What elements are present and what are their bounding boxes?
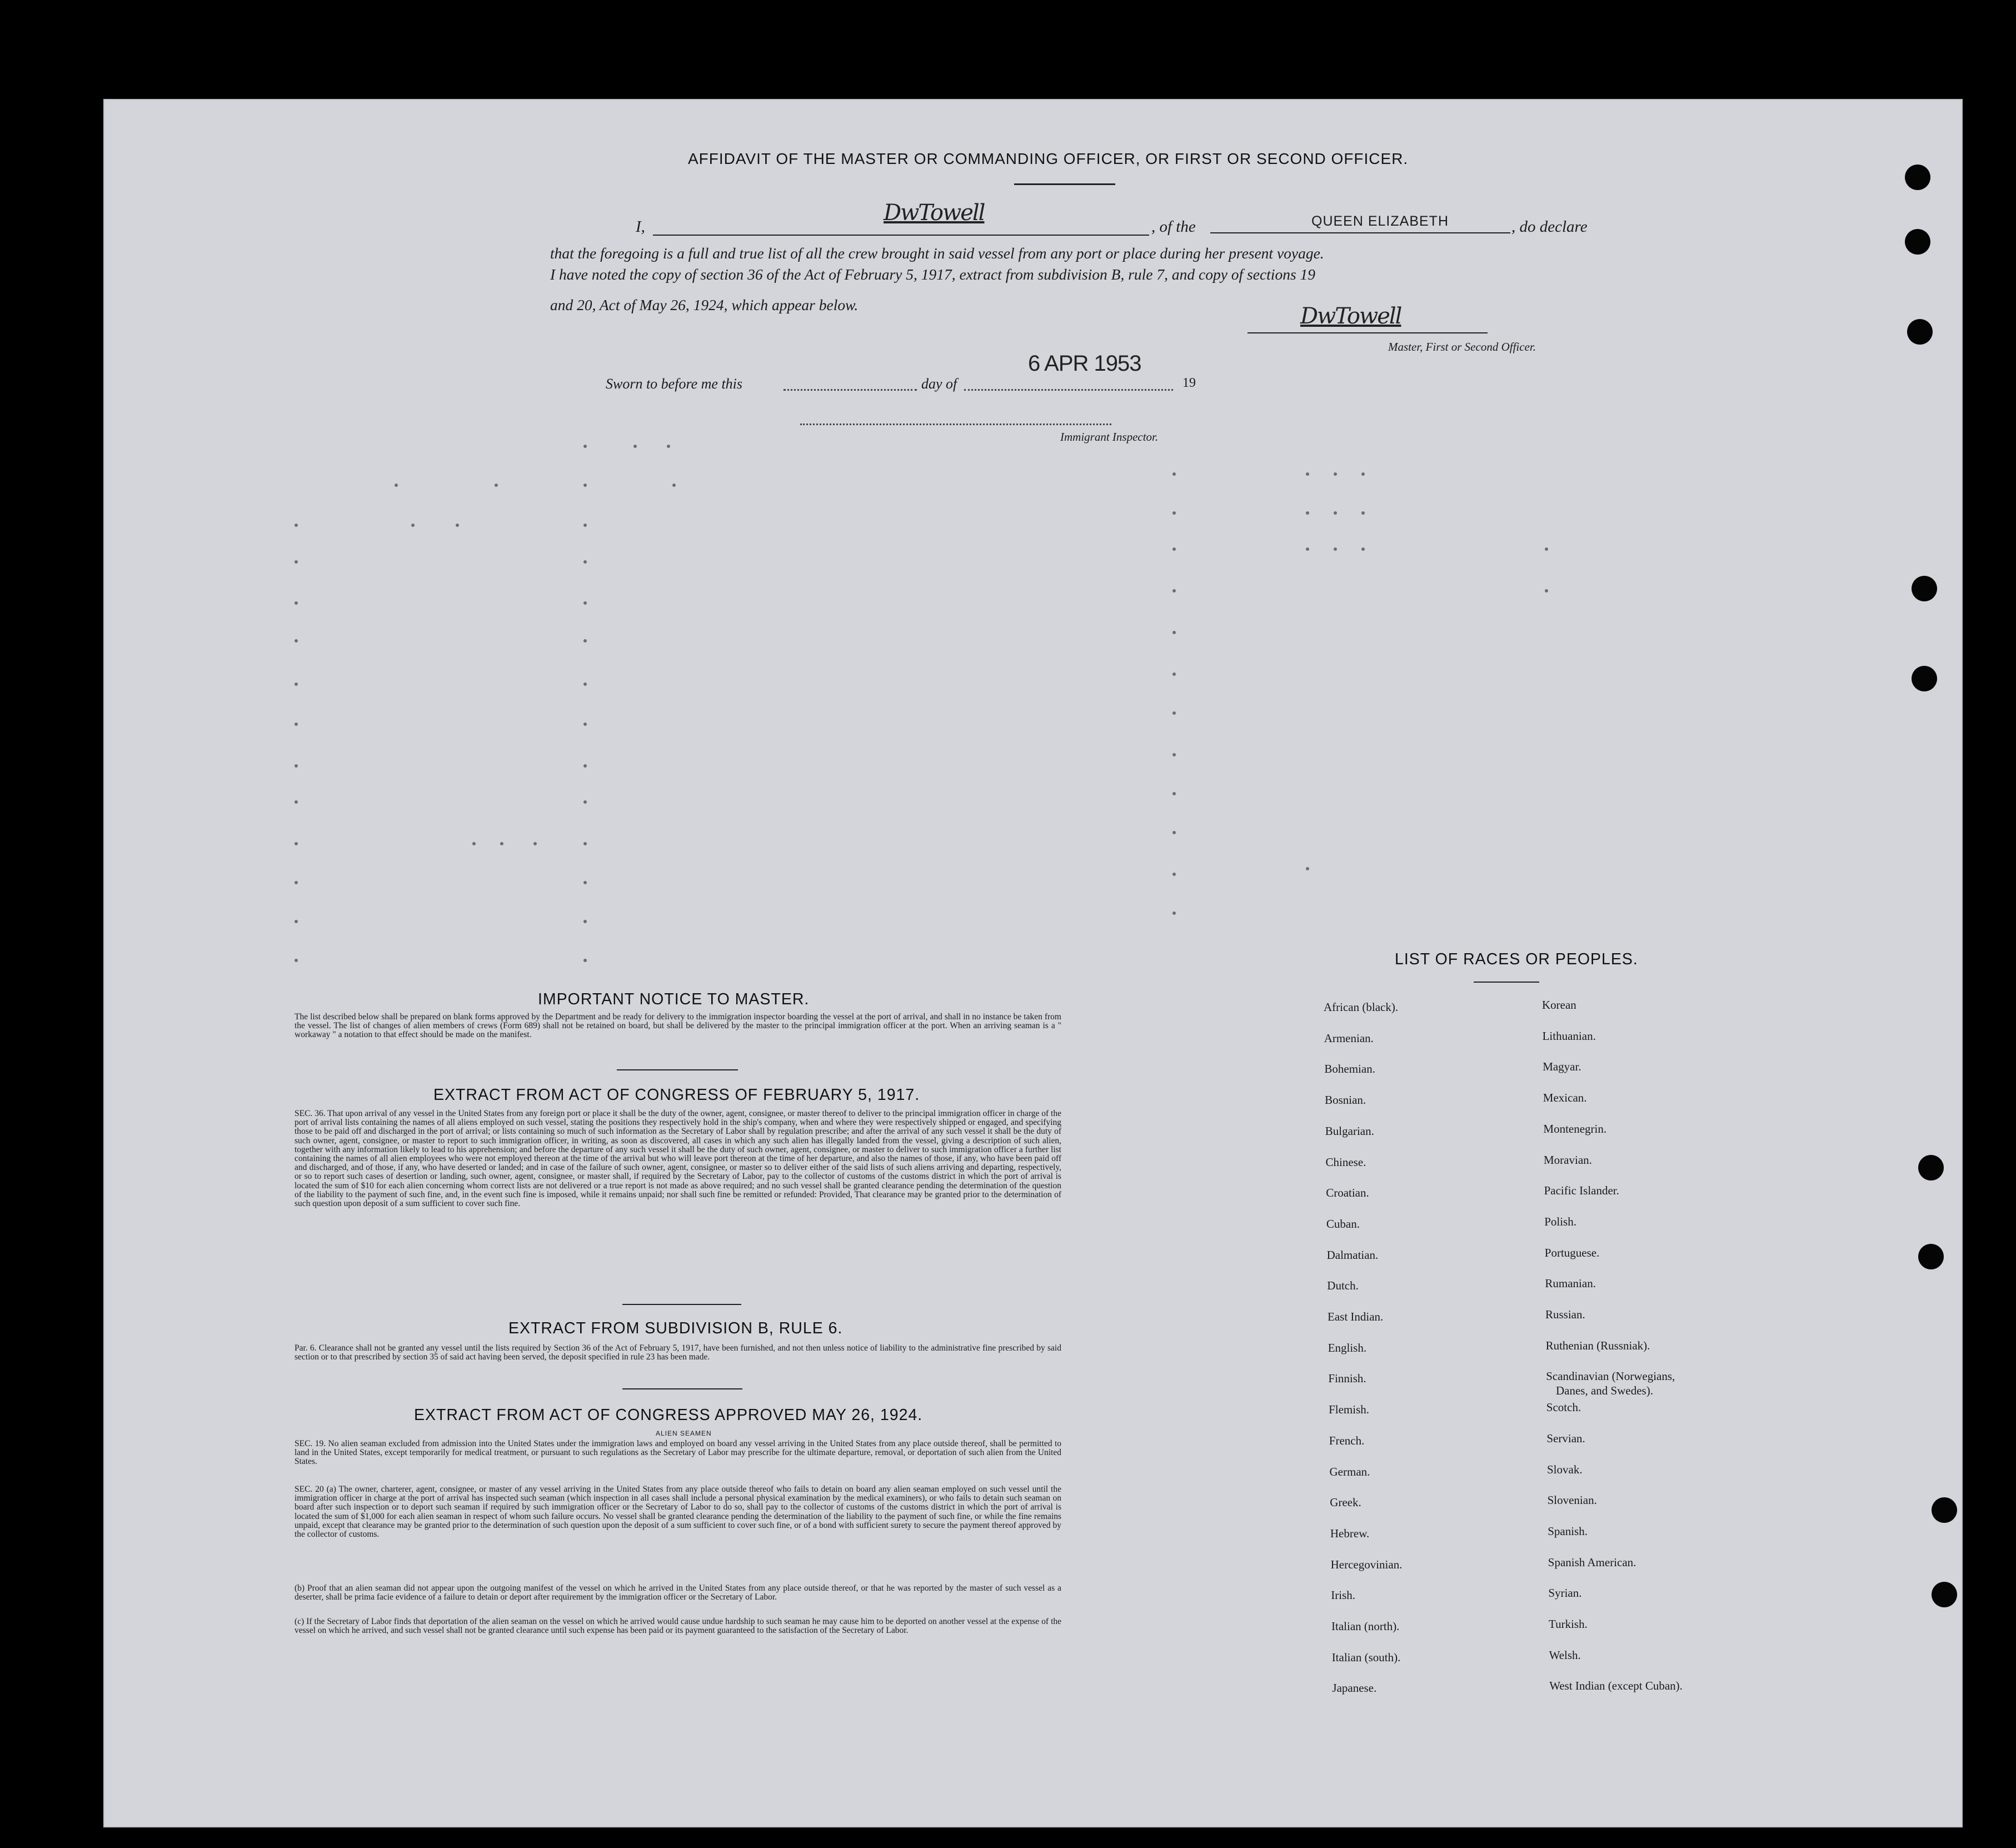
race-item: Greek.	[1330, 1496, 1361, 1510]
punch-hole	[1905, 229, 1930, 255]
extract-1924-sec20a: SEC. 20 (a) The owner, charterer, agent, consignee, or master of any vessel arriving in the United States from any place outside thereof who fails to detain on board any alien seaman employed on such vessel until the immigration officer in charge at the port of arrival has inspected such seaman (which inspection in all cases shall include a personal physical examination by the medical examiners), or who fails to detain such seaman on board after such inspection or to deport such seaman if required by such immigration officer or the Secretary of Labor to do so, shall pay to the collector of customs of the customs district in which the port of arrival is located the sum of $1,000 for each alien seaman in respect of whom such failure occurs. No vessel shall be granted clearance pending the determination of the liability to the payment of such fine, or while the fine remains unpaid, except that clearance may be granted prior to the determination of such question upon the deposit of a sum sufficient to cover such fine, or of a bond with sufficient surety to secure the payment thereof approved by the collector of customs.	[295, 1485, 1061, 1540]
bleed-dot	[1361, 472, 1365, 476]
sworn-label: Sworn to before me this	[606, 376, 743, 392]
extract-1917-title: EXTRACT FROM ACT OF CONGRESS OF FEBRUARY 5, 1917.	[433, 1086, 920, 1104]
extract-1924-sec20c: (c) If the Secretary of Labor finds that deportation of the alien seaman on the vessel on which he arrived would cause undue hardship to such seaman he may cause him to be deported on another vessel at the expense of the vessel on which he arrived, and such vessel shall not be granted clearance until such expense has been paid or its payment guaranteed to the satisfaction of the Secretary of Labor.	[295, 1617, 1061, 1636]
bleed-dot	[1334, 472, 1337, 476]
bleed-dot	[667, 445, 670, 448]
bleed-dot	[1172, 711, 1176, 715]
bleed-dot	[295, 601, 298, 605]
bleed-dot	[583, 764, 587, 768]
race-item: Russian.	[1545, 1308, 1585, 1321]
punch-hole	[1918, 1155, 1944, 1180]
bleed-dot	[583, 639, 587, 642]
bleed-dot	[1306, 547, 1309, 551]
vessel-line	[1210, 232, 1510, 233]
bleed-dot	[1334, 547, 1337, 551]
divider	[622, 1304, 741, 1305]
punch-hole	[1912, 576, 1937, 601]
race-item: Finnish.	[1328, 1372, 1366, 1386]
race-item: Spanish.	[1548, 1524, 1588, 1538]
bleed-dot	[1306, 472, 1309, 476]
bleed-dot	[295, 723, 298, 726]
race-item: Armenian.	[1324, 1031, 1374, 1045]
race-item: Cuban.	[1326, 1217, 1360, 1231]
punch-hole	[1905, 165, 1930, 190]
inspector-line	[800, 424, 1111, 425]
punch-hole	[1907, 319, 1933, 345]
race-item: English.	[1328, 1341, 1367, 1354]
extract-1924-sec19: SEC. 19. No alien seaman excluded from admission into the United States under the immigration laws and employed on board any vessel arriving in the United States from any place outside thereof, shall be permitted to land in the United States, except temporarily for medical treatment, or pursuant to such regulations as the Secretary of Labor may prescribe for the ultimate departure, removal, or deportation of such alien from the United States.	[295, 1439, 1061, 1467]
race-item: African (black).	[1324, 1000, 1399, 1014]
notice-text: The list described below shall be prepared on blank forms approved by the Department and be ready for delivery to the immigration inspector boarding the vessel at the port of arrival, and shall in no instance be taken from the vessel. The list of changes of alien members of crews (Form 689) shall not be retained on board, but shall be delivered by the master to the principal immigration officer at the port. When an arriving seaman is a " workaway " a notation to that effect should be made on the manifest.	[295, 1012, 1061, 1040]
race-item: Portuguese.	[1544, 1246, 1600, 1259]
extract-1917-text: SEC. 36. That upon arrival of any vessel in the United States from any foreign port or place it shall be the duty of the owner, agent, consignee, or master thereof to deliver to the principal immigration officer in charge of the port of arrival lists containing the names of all aliens employed on such vessel, stating the positions they respectively hold in the ship's company, when and where they were respectively shipped or engaged, and specifying those to be paid off and discharged in the port of arrival; or lists containing so much of such information as the Secretary of Labor shall by regulation prescribe; and after the arrival of any such vessel it shall be the duty of such owner, agent, consignee, or master to report to such immigration officer, in writing, as soon as discovered, all cases in which any such alien has illegally landed from the vessel, giving a description of such alien, together with any information likely to lead to his apprehension; and before the departure of any such vessel it shall be the duty of such owner, agent, consignee, or master to deliver to such immigration officer a further list containing the names of all alien employees who were not employed thereon at the time of the arrival but who will leave port thereon at the time of her departure, and also the names of those, if any, who have been paid off and discharged, and of those, if any, who have deserted or landed; and in case of the failure of such owner, agent, consignee, or master so to deliver either of the said lists of such aliens arriving and departing, respectively, or so to report such cases of desertion or landing, such owner, agent, consignee, or master shall, if required by the Secretary of Labor, pay to the collector of customs of the customs district in which the port of arrival is located the sum of $10 for each alien concerning whom correct lists are not delivered or a true report is not made as above required; and no such vessel shall be granted clearance pending the determination of the question of the liability to the payment of such fine, and, in the event such fine is imposed, while it remains unpaid; nor shall such fine be remitted or refunded: Provided, That clearance may be granted prior to the determination of such question upon deposit of a sum sufficient to cover such fine.	[295, 1109, 1061, 1209]
officer-signature: DwTowell	[1300, 303, 1401, 329]
day-of-label: day of	[921, 376, 957, 392]
races-title: LIST OF RACES OR PEOPLES.	[1395, 950, 1638, 968]
race-item: Bohemian.	[1324, 1062, 1375, 1076]
bleed-dot	[583, 881, 587, 884]
bleed-dot	[583, 723, 587, 726]
race-item: Syrian.	[1548, 1586, 1582, 1600]
race-item: Spanish American.	[1548, 1555, 1636, 1569]
bleed-dot	[1545, 547, 1548, 551]
race-item: Danes, and Swedes).	[1556, 1384, 1653, 1397]
race-item: Welsh.	[1549, 1648, 1581, 1662]
bleed-dot	[583, 524, 587, 527]
bleed-dot	[672, 484, 676, 487]
bleed-dot	[583, 842, 587, 845]
race-item: Irish.	[1331, 1588, 1356, 1602]
bleed-dot	[1172, 792, 1176, 795]
month-blank	[964, 389, 1173, 391]
divider	[617, 1069, 738, 1070]
master-signature: DwTowell	[884, 200, 985, 226]
bleed-dot	[1361, 547, 1365, 551]
bleed-dot	[295, 560, 298, 564]
race-item: German.	[1329, 1465, 1370, 1478]
race-item: Bulgarian.	[1325, 1124, 1374, 1138]
race-item: Polish.	[1544, 1214, 1576, 1228]
race-item: Lithuanian.	[1542, 1029, 1596, 1043]
extract-1924-sec20b: (b) Proof that an alien seaman did not appear upon the outgoing manifest of the vessel on which he arrived in the United States from any place outside thereof, or that he was reported by the master of such vessel as a deserter, shall be prima facie evidence of a failure to detain or deport after requirement by the immigration officer or the Secretary of Labor.	[295, 1583, 1061, 1602]
bleed-dot	[633, 445, 637, 448]
bleed-dot	[583, 683, 587, 686]
punch-hole	[1918, 1244, 1944, 1269]
extract-rule6-title: EXTRACT FROM SUBDIVISION B, RULE 6.	[508, 1319, 843, 1337]
affidavit-body-3: and 20, Act of May 26, 1924, which appear below.	[550, 296, 859, 313]
bleed-dot	[1172, 673, 1176, 676]
extract-rule6-text: Par. 6. Clearance shall not be granted any vessel until the lists required by Section 36 of the Act of February 5, 1917, have been furnished, and not then unless notice of liability to the administrative fine prescribed by said section or to that prescribed by section 35 of said act having been served, the deposit specified in rule 23 has been made.	[295, 1343, 1061, 1362]
race-item: Montenegrin.	[1543, 1122, 1607, 1135]
name-line	[653, 235, 1149, 236]
bleed-dot	[1545, 589, 1548, 592]
race-item: Hebrew.	[1330, 1526, 1370, 1540]
race-item: Japanese.	[1332, 1681, 1377, 1695]
bleed-dot	[583, 445, 587, 448]
declare-label: , do declare	[1511, 218, 1588, 236]
race-item: East Indian.	[1328, 1310, 1384, 1323]
race-item: Scotch.	[1546, 1401, 1581, 1414]
i-label: I,	[636, 218, 645, 236]
race-item: Flemish.	[1329, 1403, 1370, 1417]
race-item: Korean	[1542, 998, 1576, 1012]
race-item: Scandinavian (Norwegians,	[1546, 1369, 1675, 1383]
divider	[1474, 982, 1539, 983]
affidavit-body-1: that the foregoing is a full and true list of all the crew brought in said vessel from any port or place during her present voyage.	[550, 245, 1324, 262]
day-blank	[784, 389, 917, 391]
race-item: Rumanian.	[1545, 1277, 1596, 1291]
affidavit-title: AFFIDAVIT OF THE MASTER OR COMMANDING OFFICER, OR FIRST OR SECOND OFFICER.	[688, 150, 1409, 167]
race-item: Magyar.	[1543, 1060, 1581, 1074]
bleed-dot	[1172, 831, 1176, 834]
bleed-dot	[495, 484, 498, 487]
bleed-dot	[295, 764, 298, 768]
bleed-dot	[583, 601, 587, 605]
race-item: Italian (north).	[1331, 1620, 1400, 1633]
divider	[622, 1388, 742, 1389]
race-item: Italian (south).	[1331, 1650, 1401, 1664]
race-item: Dutch.	[1327, 1279, 1359, 1293]
bleed-dot	[295, 959, 298, 962]
extract-1924-subtitle: ALIEN SEAMEN	[656, 1429, 712, 1437]
year-prefix: 19	[1182, 376, 1196, 390]
bleed-dot	[456, 524, 459, 527]
race-item: Chinese.	[1325, 1155, 1366, 1169]
bleed-dot	[1334, 511, 1337, 515]
bleed-dot	[295, 524, 298, 527]
bleed-dot	[533, 842, 537, 845]
bleed-dot	[1172, 631, 1176, 634]
bleed-dot	[472, 842, 476, 845]
affidavit-body-2: I have noted the copy of section 36 of the Act of February 5, 1917, extract from subdivision B, rule 7, and copy of sections 19	[550, 266, 1316, 283]
bleed-dot	[1172, 547, 1176, 551]
race-item: Pacific Islander.	[1544, 1184, 1619, 1198]
punch-hole	[1932, 1582, 1957, 1607]
inspector-caption: Immigrant Inspector.	[1060, 430, 1159, 444]
bleed-dot	[295, 683, 298, 686]
race-item: Turkish.	[1549, 1617, 1588, 1631]
extract-1924-title: EXTRACT FROM ACT OF CONGRESS APPROVED MAY 26, 1924.	[414, 1406, 923, 1424]
bleed-dot	[583, 560, 587, 564]
race-item: Bosnian.	[1325, 1093, 1366, 1107]
bleed-dot	[1306, 867, 1309, 870]
bleed-dot	[395, 484, 398, 487]
race-item: Croatian.	[1326, 1186, 1369, 1200]
race-item: Dalmatian.	[1326, 1248, 1379, 1262]
notice-title: IMPORTANT NOTICE TO MASTER.	[538, 990, 810, 1008]
of-the-label: , of the	[1151, 218, 1196, 236]
vessel-name: QUEEN ELIZABETH	[1311, 213, 1449, 229]
bleed-dot	[583, 800, 587, 804]
punch-hole	[1912, 666, 1937, 691]
punch-hole	[1932, 1497, 1957, 1523]
race-item: Ruthenian (Russniak).	[1545, 1338, 1650, 1352]
bleed-dot	[1172, 753, 1176, 756]
bleed-dot	[583, 484, 587, 487]
master-caption: Master, First or Second Officer.	[1388, 340, 1536, 353]
bleed-dot	[500, 842, 503, 845]
bleed-dot	[1172, 873, 1176, 876]
race-item: Mexican.	[1543, 1091, 1587, 1105]
bleed-dot	[1361, 511, 1365, 515]
date-stamp: 6 APR 1953	[1028, 351, 1141, 376]
bleed-dot	[295, 881, 298, 884]
race-item: Servian.	[1546, 1431, 1585, 1445]
race-item: Hercegovinian.	[1330, 1557, 1403, 1571]
bleed-dot	[295, 639, 298, 642]
race-item: Slovak.	[1547, 1462, 1583, 1476]
race-item: Moravian.	[1544, 1153, 1592, 1167]
bleed-dot	[1172, 911, 1176, 915]
bleed-dot	[1172, 511, 1176, 515]
race-item: French.	[1329, 1433, 1365, 1447]
bleed-dot	[583, 920, 587, 923]
bleed-dot	[1172, 589, 1176, 592]
race-item: Slovenian.	[1547, 1493, 1597, 1507]
bleed-dot	[295, 800, 298, 804]
bleed-dot	[583, 959, 587, 962]
race-item: West Indian (except Cuban).	[1549, 1679, 1683, 1693]
signature-line	[1247, 332, 1488, 333]
bleed-dot	[1306, 511, 1309, 515]
bleed-dot	[295, 842, 298, 845]
bleed-dot	[411, 524, 415, 527]
bleed-dot	[295, 920, 298, 923]
divider	[1014, 183, 1115, 185]
bleed-dot	[1172, 472, 1176, 476]
